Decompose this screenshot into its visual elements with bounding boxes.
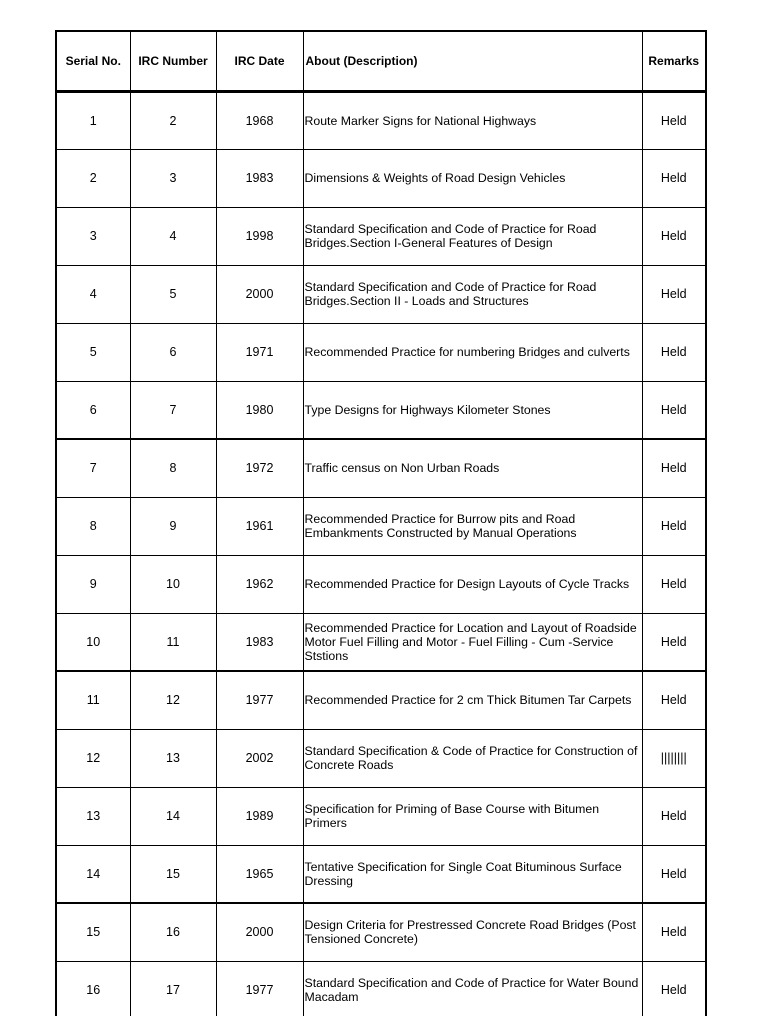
table-row xyxy=(57,903,705,961)
cell-irc-date: 2000 xyxy=(216,265,303,323)
cell-remarks: Held xyxy=(642,961,705,1016)
header-row xyxy=(57,32,705,91)
table-body xyxy=(57,91,705,1016)
cell-about: Standard Specification and Code of Practice for Road Bridges.Section I-General Features of Design xyxy=(303,207,642,265)
cell-irc-number: 8 xyxy=(130,439,216,497)
cell-irc-number: 2 xyxy=(130,91,216,149)
cell-serial: 14 xyxy=(57,845,130,903)
cell-irc-date: 1980 xyxy=(216,381,303,439)
cell-irc-date: 2000 xyxy=(216,903,303,961)
table-row xyxy=(57,613,705,671)
cell-about: Specification for Priming of Base Course with Bitumen Primers xyxy=(303,787,642,845)
cell-irc-date: 1983 xyxy=(216,149,303,207)
cell-irc-number: 14 xyxy=(130,787,216,845)
cell-remarks: Held xyxy=(642,671,705,729)
cell-remarks: Held xyxy=(642,265,705,323)
header-irc-number: IRC Number xyxy=(130,32,216,91)
irc-standards-table xyxy=(57,32,705,1016)
cell-serial: 12 xyxy=(57,729,130,787)
cell-irc-number: 5 xyxy=(130,265,216,323)
cell-about: Design Criteria for Prestressed Concrete Road Bridges (Post Tensioned Concrete) xyxy=(303,903,642,961)
cell-remarks: Held xyxy=(642,613,705,671)
cell-serial: 7 xyxy=(57,439,130,497)
cell-irc-date: 1977 xyxy=(216,961,303,1016)
cell-remarks: Held xyxy=(642,787,705,845)
cell-serial: 15 xyxy=(57,903,130,961)
cell-about: Recommended Practice for Burrow pits and Road Embankments Constructed by Manual Operations xyxy=(303,497,642,555)
cell-irc-number: 6 xyxy=(130,323,216,381)
cell-about: Dimensions & Weights of Road Design Vehicles xyxy=(303,149,642,207)
table-row xyxy=(57,555,705,613)
cell-about: Recommended Practice for Location and Layout of Roadside Motor Fuel Filling and Motor - Fuel Filling - Cum -Service Ststions xyxy=(303,613,642,671)
cell-about: Standard Specification and Code of Practice for Water Bound Macadam xyxy=(303,961,642,1016)
table-row xyxy=(57,149,705,207)
cell-irc-number: 7 xyxy=(130,381,216,439)
irc-standards-table-container xyxy=(55,30,707,1016)
cell-irc-date: 1972 xyxy=(216,439,303,497)
cell-irc-date: 2002 xyxy=(216,729,303,787)
cell-serial: 6 xyxy=(57,381,130,439)
cell-about: Recommended Practice for Design Layouts of Cycle Tracks xyxy=(303,555,642,613)
cell-about: Tentative Specification for Single Coat Bituminous Surface Dressing xyxy=(303,845,642,903)
cell-irc-number: 11 xyxy=(130,613,216,671)
cell-irc-date: 1971 xyxy=(216,323,303,381)
cell-irc-date: 1977 xyxy=(216,671,303,729)
cell-remarks: Held xyxy=(642,903,705,961)
cell-irc-number: 9 xyxy=(130,497,216,555)
cell-irc-date: 1961 xyxy=(216,497,303,555)
header-remarks: Remarks xyxy=(642,32,705,91)
table-row xyxy=(57,845,705,903)
cell-serial: 11 xyxy=(57,671,130,729)
header-irc-date: IRC Date xyxy=(216,32,303,91)
table-row xyxy=(57,323,705,381)
header-about: About (Description) xyxy=(303,32,642,91)
cell-irc-number: 4 xyxy=(130,207,216,265)
cell-serial: 10 xyxy=(57,613,130,671)
cell-remarks: Held xyxy=(642,555,705,613)
cell-irc-number: 17 xyxy=(130,961,216,1016)
cell-about: Traffic census on Non Urban Roads xyxy=(303,439,642,497)
cell-irc-date: 1965 xyxy=(216,845,303,903)
cell-irc-date: 1962 xyxy=(216,555,303,613)
header-serial: Serial No. xyxy=(57,32,130,91)
table-row xyxy=(57,207,705,265)
cell-remarks: Held xyxy=(642,323,705,381)
cell-remarks: Held xyxy=(642,845,705,903)
cell-serial: 16 xyxy=(57,961,130,1016)
cell-remarks: Held xyxy=(642,497,705,555)
cell-about: Route Marker Signs for National Highways xyxy=(303,91,642,149)
table-row xyxy=(57,265,705,323)
table-row xyxy=(57,961,705,1016)
table-row xyxy=(57,439,705,497)
cell-remarks: Held xyxy=(642,91,705,149)
table-row xyxy=(57,729,705,787)
cell-remarks: Held xyxy=(642,207,705,265)
cell-remarks: Held xyxy=(642,381,705,439)
table-header xyxy=(57,32,705,91)
cell-irc-date: 1989 xyxy=(216,787,303,845)
cell-serial: 2 xyxy=(57,149,130,207)
table-row xyxy=(57,91,705,149)
cell-remarks: Held xyxy=(642,149,705,207)
cell-about: Recommended Practice for numbering Bridges and culverts xyxy=(303,323,642,381)
cell-serial: 13 xyxy=(57,787,130,845)
cell-about: Standard Specification & Code of Practice for Construction of Concrete Roads xyxy=(303,729,642,787)
cell-remarks: |||||||| xyxy=(642,729,705,787)
cell-serial: 9 xyxy=(57,555,130,613)
cell-remarks: Held xyxy=(642,439,705,497)
cell-irc-number: 15 xyxy=(130,845,216,903)
table-row xyxy=(57,497,705,555)
cell-irc-number: 12 xyxy=(130,671,216,729)
cell-irc-number: 13 xyxy=(130,729,216,787)
cell-irc-date: 1998 xyxy=(216,207,303,265)
table-row xyxy=(57,671,705,729)
table-row xyxy=(57,381,705,439)
cell-irc-number: 16 xyxy=(130,903,216,961)
cell-irc-date: 1968 xyxy=(216,91,303,149)
cell-irc-date: 1983 xyxy=(216,613,303,671)
cell-serial: 3 xyxy=(57,207,130,265)
cell-about: Standard Specification and Code of Practice for Road Bridges.Section II - Loads and Structures xyxy=(303,265,642,323)
cell-serial: 8 xyxy=(57,497,130,555)
cell-irc-number: 3 xyxy=(130,149,216,207)
cell-about: Recommended Practice for 2 cm Thick Bitumen Tar Carpets xyxy=(303,671,642,729)
cell-serial: 4 xyxy=(57,265,130,323)
cell-irc-number: 10 xyxy=(130,555,216,613)
table-row xyxy=(57,787,705,845)
cell-serial: 1 xyxy=(57,91,130,149)
cell-about: Type Designs for Highways Kilometer Stones xyxy=(303,381,642,439)
cell-serial: 5 xyxy=(57,323,130,381)
